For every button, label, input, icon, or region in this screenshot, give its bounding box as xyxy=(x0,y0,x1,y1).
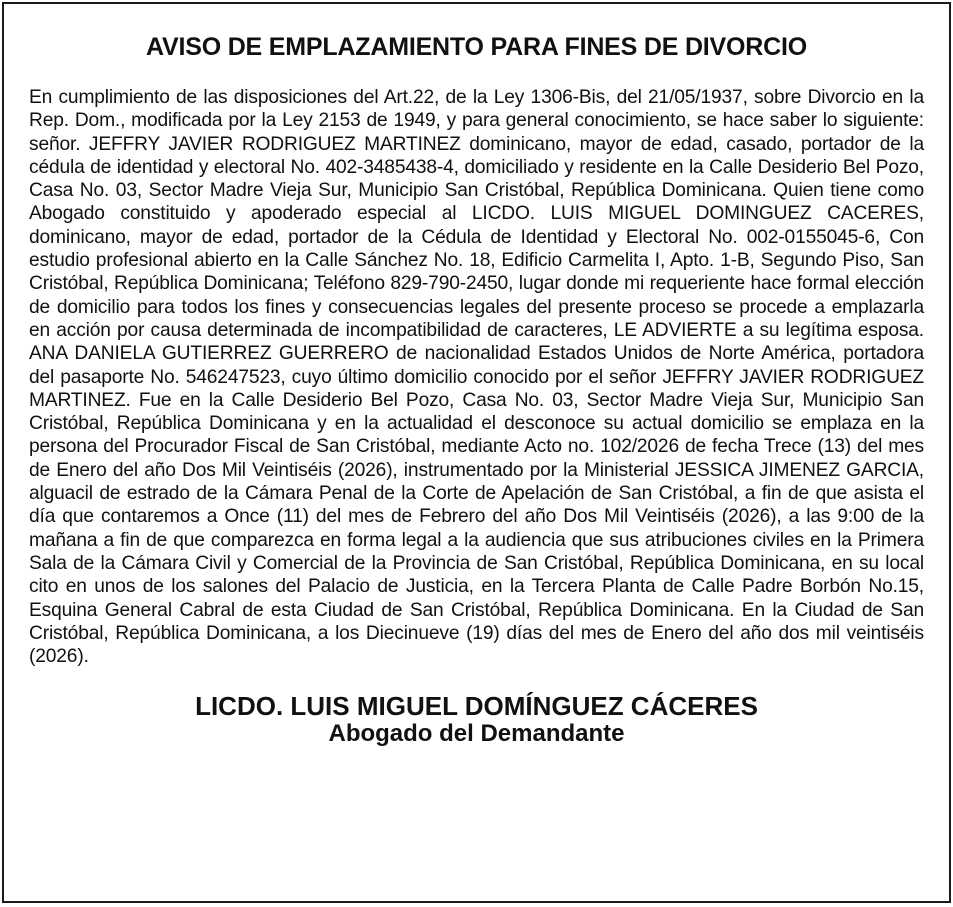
signer-role: Abogado del Demandante xyxy=(328,720,625,748)
notice-body: En cumplimiento de las disposiciones del Art.22, de la Ley 1306-Bis, del 21/05/1937, sobre Divorcio en la Rep. Dom., modificada por la Ley 2153 de 1949, y para general conocimiento, se hace saber lo siguiente: señor. JEFFRY JAVIER RODRIGUEZ MARTINEZ dominicano, mayor de edad, casado, portador de la cédula de identidad y electoral No. 402-3485438-4, domiciliado y residente en la Calle Desiderio Bel Pozo, Casa No. 03, Sector Madre Vieja Sur, Municipio San Cristóbal, República Dominicana. Quien tiene como Abogado constituido y apoderado especial al LICDO. LUIS MIGUEL DOMINGUEZ CACERES, dominicano, mayor de edad, portador de la Cédula de Identidad y Electoral No. 002-0155045-6, Con estudio profesional abierto en la Calle Sánchez No. 18, Edificio Carmelita I, Apto. 1-B, Segundo Piso, San Cristóbal, República Dominicana; Teléfono 829-790-2450, lugar donde mi requeriente hace formal elección de domicilio para todos los fines y consecuencias legales del presente proceso se procede a emplazarla en acción por causa determinada de incompatibilidad de caracteres, LE ADVIERTE a su legítima esposa. ANA DANIELA GUTIERREZ GUERRERO de nacionalidad Estados Unidos de Norte América, portadora del pasaporte No. 546247523, cuyo último domicilio conocido por el señor JEFFRY JAVIER RODRIGUEZ MARTINEZ. Fue en la Calle Desiderio Bel Pozo, Casa No. 03, Sector Madre Vieja Sur, Municipio San Cristóbal, República Dominicana y en la actualidad el desconoce su actual domicilio se emplaza en la persona del Procurador Fiscal de San Cristóbal, mediante Acto no. 102/2026 de fecha Trece (13) del mes de Enero del año Dos Mil Veintiséis (2026), instrumentado por la Ministerial JESSICA JIMENEZ GARCIA, alguacil de estrado de la Cámara Penal de la Corte de Apelación de San Cristóbal, a fin de que asista el día que contaremos a Once (11) del mes de Febrero del año Dos Mil Veintiséis (2026), a las 9:00 de la mañana a fin de que comparezca en forma legal a la audiencia que sus atribuciones civiles en la Primera Sala de la Cámara Civil y Comercial de la Provincia de San Cristóbal, República Dominicana, en su local cito en unos de los salones del Palacio de Justicia, en la Tercera Planta de Calle Padre Borbón No.15, Esquina General Cabral de esta Ciudad de San Cristóbal, República Dominicana. En la Ciudad de San Cristóbal, República Dominicana, a los Diecinueve (19) días del mes de Enero del año dos mil veintiséis (2026). xyxy=(29,87,924,668)
legal-notice xyxy=(2,2,951,903)
signer-name: LICDO. LUIS MIGUEL DOMÍNGUEZ CÁCERES xyxy=(195,691,758,722)
signature-block xyxy=(29,692,924,747)
notice-title: AVISO DE EMPLAZAMIENTO PARA FINES DE DIVORCIO xyxy=(146,33,807,61)
